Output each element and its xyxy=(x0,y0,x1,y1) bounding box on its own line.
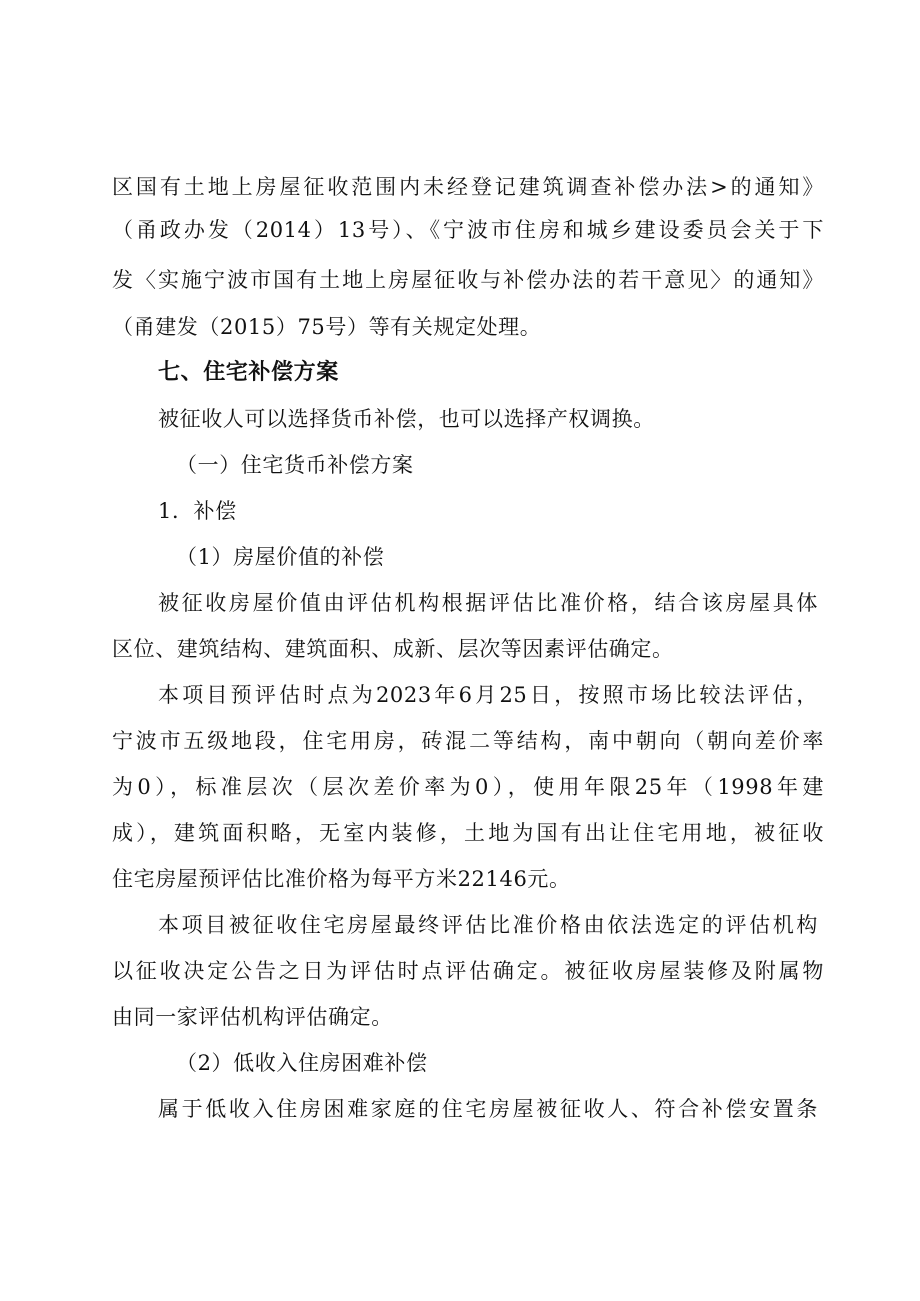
paragraph-choice-of-compensation: 被征收人可以选择货币补偿，也可以选择产权调换。 xyxy=(158,407,655,431)
paragraph-line-house-value-1: 被征收房屋价值由评估机构根据评估比准价格，结合该房屋具体 xyxy=(158,591,818,615)
paragraph-line-house-value-2: 区位、建筑结构、建筑面积、成新、层次等因素评估确定。 xyxy=(112,637,674,661)
item-heading-compensation: 1．补偿 xyxy=(158,499,237,523)
paragraph-line-final-assessment-1: 本项目被征收住宅房屋最终评估比准价格由依法选定的评估机构 xyxy=(158,913,818,937)
paragraph-line-low-income-1: 属于低收入住房困难家庭的住宅房屋被征收人、符合补偿安置条 xyxy=(158,1097,818,1121)
paragraph-line-pre-assessment-4: 成），建筑面积略，无室内装修，土地为国有出让住宅用地，被征收 xyxy=(112,821,824,845)
section-heading-housing-compensation: 七、住宅补偿方案 xyxy=(158,360,339,385)
subitem-heading-low-income: （2）低收入住房困难补偿 xyxy=(176,1051,428,1075)
paragraph-line-prev-notice-1: 区国有土地上房屋征收范围内未经登记建筑调查补偿办法>的通知》 xyxy=(112,175,824,199)
paragraph-line-prev-notice-3: 发〈实施宁波市国有土地上房屋征收与补偿办法的若干意见〉的通知》 xyxy=(112,268,824,292)
paragraph-line-final-assessment-2: 以征收决定公告之日为评估时点评估确定。被征收房屋装修及附属物 xyxy=(112,959,824,983)
paragraph-line-pre-assessment-5: 住宅房屋预评估比准价格为每平方米22146元。 xyxy=(112,867,571,891)
paragraph-line-pre-assessment-1: 本项目预评估时点为2023年6月25日，按照市场比较法评估， xyxy=(158,683,818,707)
paragraph-line-final-assessment-3: 由同一家评估机构评估确定。 xyxy=(112,1005,393,1029)
subitem-heading-house-value: （1）房屋价值的补偿 xyxy=(176,545,385,569)
subsection-heading-monetary-compensation: （一）住宅货币补偿方案 xyxy=(176,453,414,477)
paragraph-line-prev-notice-2: （甬政办发（2014）13号）、《宁波市住房和城乡建设委员会关于下 xyxy=(112,218,824,242)
paragraph-line-pre-assessment-3: 为0），标准层次（层次差价率为0），使用年限25年（1998年建 xyxy=(112,775,824,799)
paragraph-line-prev-notice-4: （甬建发（2015）75号）等有关规定处理。 xyxy=(112,315,542,339)
paragraph-line-pre-assessment-2: 宁波市五级地段，住宅用房，砖混二等结构，南中朝向（朝向差价率 xyxy=(112,729,824,753)
